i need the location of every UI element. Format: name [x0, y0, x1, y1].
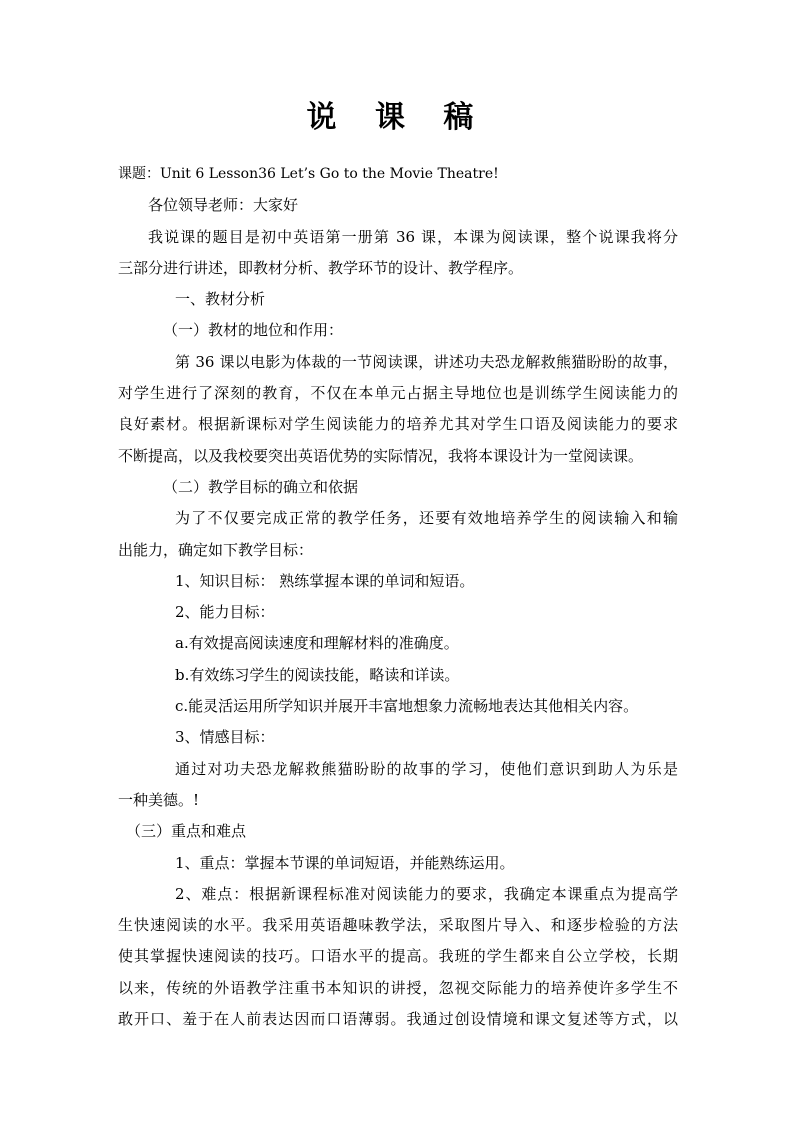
paragraph-line: 良好素材。根据新课标对学生阅读能力的培养尤其对学生口语及阅读能力的要求	[118, 415, 678, 434]
document-title: 说 课 稿	[306, 100, 488, 135]
paragraph-line: 出能力，确定如下教学目标：	[118, 540, 314, 559]
paragraph-line: 生快速阅读的水平。我采用英语趣味教学法，采取图片导入、和逐步检验的方法	[118, 916, 678, 935]
subsection-heading: （一）教材的地位和作用：	[163, 321, 344, 340]
paragraph-line: 通过对功夫恐龙解救熊猫盼盼的故事的学习，使他们意识到助人为乐是	[175, 759, 678, 778]
subject-line: 课题：Unit 6 Lesson36 Let’s Go to the Movie Theatre!	[118, 166, 499, 182]
objective-line: 2、能力目标：	[175, 603, 275, 622]
key-point-line: 1、重点：掌握本节课的单词短语，并能熟练运用。	[175, 853, 515, 872]
paragraph-line: 以来，传统的外语教学注重书本知识的讲授，忽视交际能力的培养使许多学生不	[118, 978, 678, 997]
paragraph-line: 为了不仅要完成正常的教学任务，还要有效地培养学生的阅读输入和输	[175, 509, 678, 528]
section-heading: 一、教材分析	[175, 290, 266, 309]
paragraph-line: 不断提高，以及我校要突出英语优势的实际情况，我将本课设计为一堂阅读课。	[118, 446, 644, 465]
objective-item: b.有效练习学生的阅读技能，略读和详读。	[175, 665, 460, 684]
paragraph-line: 敢开口、羞于在人前表达因而口语薄弱。我通过创设情境和课文复述等方式，以	[118, 1010, 678, 1029]
paragraph-line: 我说课的题目是初中英语第一册第 36 课，本课为阅读课，整个说课我将分	[148, 227, 678, 246]
paragraph-line: 使其掌握快速阅读的技巧。口语水平的提高。我班的学生都来自公立学校，长期	[118, 947, 678, 966]
paragraph-line: 三部分进行讲述，即教材分析、教学环节的设计、教学程序。	[118, 258, 524, 277]
document-body	[118, 159, 678, 1035]
objective-line: 3、情感目标：	[175, 728, 275, 747]
subsection-heading: （二）教学目标的确立和依据	[163, 477, 359, 496]
paragraph-line: 第 36 课以电影为体裁的一节阅读课，讲述功夫恐龙解救熊猫盼盼的故事，	[175, 352, 678, 371]
greeting-line: 各位领导老师：大家好	[148, 196, 299, 215]
paragraph-line: 2、难点：根据新课程标准对阅读能力的要求，我确定本课重点为提高学	[175, 884, 678, 903]
subsection-heading: （三）重点和难点	[126, 822, 247, 841]
objective-item: c.能灵活运用所学知识并展开丰富地想象力流畅地表达其他相关内容。	[175, 697, 639, 716]
paragraph-line: 一种美德。!	[118, 790, 200, 809]
objective-item: a.有效提高阅读速度和理解材料的准确度。	[175, 634, 459, 653]
objective-line: 1、知识目标： 熟练掌握本课的单词和短语。	[175, 571, 475, 590]
paragraph-line: 对学生进行了深刻的教育，不仅在本单元占据主导地位也是训练学生阅读能力的	[118, 384, 678, 403]
